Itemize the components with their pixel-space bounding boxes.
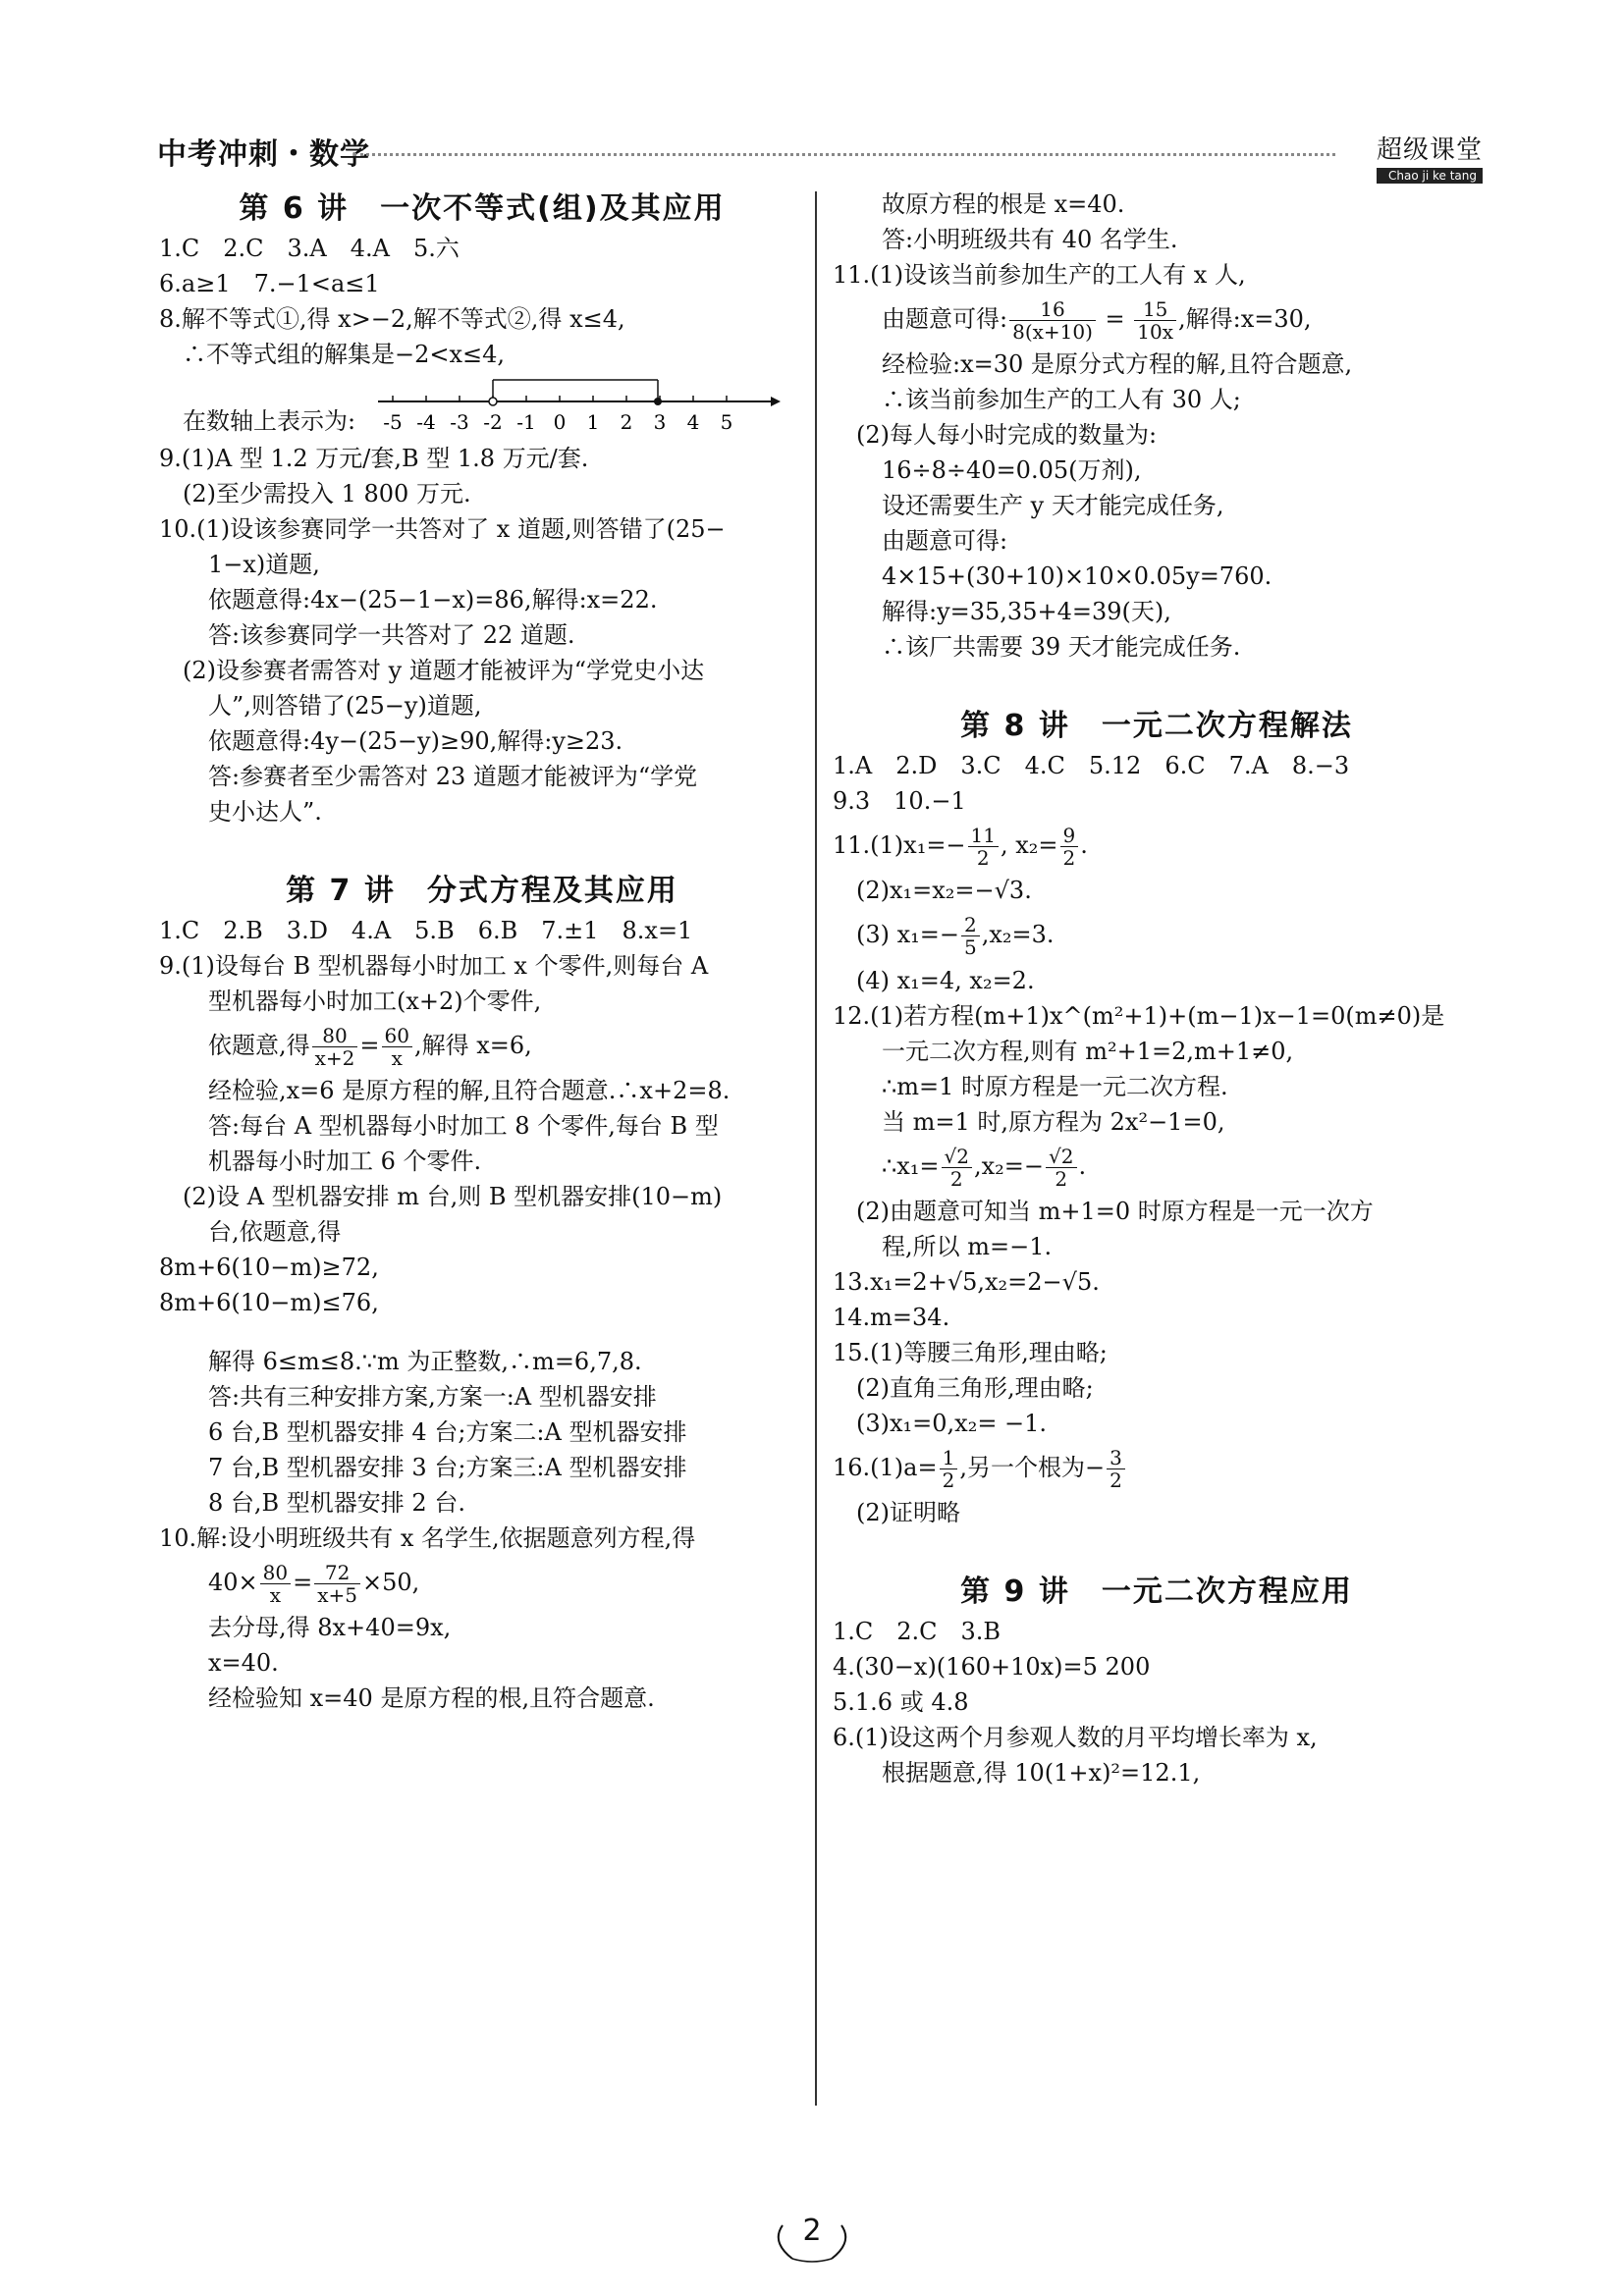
answer-line: 4.(30−x)(160+10x)=5 200	[833, 1652, 1151, 1681]
fraction: $\frac{60}{x}$	[382, 1025, 412, 1069]
answer-line: 设还需要生产 y 天才能完成任务,	[882, 492, 1224, 520]
answer-line: (2)每人每小时完成的数量为:	[856, 421, 1158, 450]
page-header	[157, 130, 1483, 183]
answer-line: 10.解:设小明班级共有 x 名学生,依据题意列方程,得	[159, 1524, 696, 1553]
fraction: $\frac{80}{x+2}$	[312, 1025, 358, 1069]
answer-line: 1.C 2.C 3.A 4.A 5.六	[159, 235, 460, 262]
answer-line: 答:每台 A 型机器每小时加工 8 个零件,每台 B 型	[208, 1112, 719, 1141]
axis-arrow	[771, 397, 781, 406]
answer-line: 机器每小时加工 6 个零件.	[208, 1148, 482, 1176]
answer-line: (2)直角三角形,理由略;	[856, 1373, 1094, 1402]
open-point	[489, 398, 497, 405]
inequality-system-line: 台,依题意,得	[208, 1218, 342, 1247]
answer-line: 答:该参赛同学一共答对了 22 道题.	[208, 621, 575, 649]
answer-line: 5.1.6 或 4.8	[833, 1687, 969, 1716]
answer-line: 4×15+(30+10)×10×0.05y=760.	[882, 562, 1272, 591]
answer-line: 8 台,B 型机器安排 2 台.	[208, 1489, 465, 1518]
answer-line: 11.(1)设该当前参加生产的工人有 x 人,	[833, 261, 1246, 289]
answer-line: 当 m=1 时,原方程为 2x²−1=0,	[882, 1107, 1225, 1136]
answer-line: 史小达人”.	[208, 798, 322, 826]
answer-line: (3)x₁=0,x₂= −1.	[856, 1409, 1048, 1437]
answer-line: 14.m=34.	[833, 1303, 950, 1331]
answer-line: (2)证明略	[856, 1498, 960, 1526]
tick-label: -2	[483, 410, 503, 434]
answer-line: 解得:y=35,35+4=39(天),	[882, 598, 1171, 626]
answer-line: 1.C 2.B 3.D 4.A 5.B 6.B 7.±1 8.x=1	[159, 917, 693, 944]
answer-line: 答:共有三种安排方案,方案一:A 型机器安排	[208, 1383, 657, 1412]
answer-line: 13.x₁=2+√5,x₂=2−√5.	[833, 1267, 1100, 1296]
tick-label: -4	[416, 410, 436, 434]
equation-line: 40× $\frac{80}{x}$ = $\frac{72}{x+5}$ ×50,	[208, 1561, 420, 1608]
answer-line: 根据题意,得 10(1+x)²=12.1,	[882, 1758, 1201, 1787]
answer-line: 答:小明班级共有 40 名学生.	[882, 226, 1178, 253]
answer-line: 答:参赛者至少需答对 23 道题才能被评为“学党	[208, 763, 698, 790]
answer-line: (2)设参赛者需答对 y 道题才能被评为“学党史小达	[183, 657, 705, 684]
equation-line: 由题意可得: $\frac{16}{8(x+10)}$ = $\frac{15}{10x}$ ,解得:x=30,	[882, 297, 1312, 344]
fraction: $\frac{1}{2}$	[940, 1447, 958, 1491]
answer-line: 7 台,B 型机器安排 3 台;方案三:A 型机器安排	[208, 1454, 687, 1482]
answer-line: 经检验,x=6 是原方程的解,且符合题意.∴x+2=8.	[208, 1077, 731, 1105]
fraction: $\frac{15}{10x}$	[1134, 298, 1176, 343]
answer-line: 9.(1)A 型 1.2 万元/套,B 型 1.8 万元/套.	[159, 445, 589, 472]
answer-line: ∴该厂共需要 39 天才能完成任务.	[882, 633, 1241, 662]
answer-line: 6 台,B 型机器安排 4 台;方案二:A 型机器安排	[208, 1418, 687, 1447]
tick-label: 5	[720, 410, 733, 434]
number-line-row	[159, 372, 805, 441]
answer-line: (2)由题意可知当 m+1=0 时原方程是一元一次方	[856, 1197, 1374, 1225]
fraction: $\frac{2}{5}$	[961, 914, 980, 958]
answer-line: 依题意得:4y−(25−y)≥90,解得:y≥23.	[208, 727, 623, 755]
equation-line: (3) x₁=− $\frac{2}{5}$ ,x₂=3.	[856, 913, 1055, 960]
answer-line: 一元二次方程,则有 m²+1=2,m+1≠0,	[882, 1037, 1294, 1065]
tick-label: 0	[553, 410, 567, 434]
tick-label: -5	[383, 410, 403, 434]
answer-line: ∴m=1 时原方程是一元二次方程.	[882, 1072, 1228, 1100]
section-title-7: 第 7 讲 分式方程及其应用	[286, 874, 678, 908]
answer-line: 经检验知 x=40 是原方程的根,且符合题意.	[208, 1684, 655, 1713]
answer-line: 9.(1)设每台 B 型机器每小时加工 x 个零件,则每台 A	[159, 952, 709, 980]
answer-line: 依题意得:4x−(25−1−x)=86,解得:x=22.	[208, 586, 658, 614]
answer-line: (4) x₁=4, x₂=2.	[856, 966, 1035, 994]
answer-line: 人”,则答错了(25−y)道题,	[208, 692, 482, 720]
answer-line: 型机器每小时加工(x+2)个零件,	[208, 988, 542, 1015]
fraction: $\frac{16}{8(x+10)}$	[1009, 298, 1096, 343]
answer-line: 12.(1)若方程(m+1)x^(m²+1)+(m−1)x−1=0(m≠0)是	[833, 1001, 1445, 1030]
answer-line: 经检验:x=30 是原分式方程的解,且符合题意,	[882, 350, 1353, 379]
answer-line: ∴该当前参加生产的工人有 30 人;	[882, 386, 1241, 414]
answer-line: 1.A 2.D 3.C 4.C 5.12 6.C 7.A 8.−3	[833, 752, 1350, 780]
answer-line: 故原方程的根是 x=40.	[882, 190, 1125, 218]
fraction: $\frac{72}{x+5}$	[314, 1562, 360, 1606]
answer-line: 1−x)道题,	[208, 551, 320, 578]
answer-line: 10.(1)设该参赛同学一共答对了 x 道题,则答错了(25−	[159, 515, 726, 543]
fraction: $\frac{11}{2}$	[968, 825, 999, 869]
page-number: 2	[802, 2214, 822, 2248]
equation-line: 依题意,得 $\frac{80}{x+2}$ = $\frac{60}{x}$ ,解得 x=6,	[208, 1024, 532, 1070]
right-column	[833, 187, 1481, 1790]
fraction: $\frac{√2}{2}$	[942, 1146, 972, 1190]
answer-line: (2)至少需投入 1 800 万元.	[183, 480, 471, 507]
answer-line: 程,所以 m=−1.	[882, 1232, 1053, 1260]
fraction: $\frac{3}{2}$	[1107, 1447, 1125, 1491]
brand-subtitle: Chao ji ke tang	[1377, 168, 1483, 184]
brand-name: 超级课堂	[1376, 135, 1483, 165]
answer-line: x=40.	[208, 1649, 279, 1678]
section-title-9: 第 9 讲 一元二次方程应用	[960, 1574, 1353, 1609]
answer-line: 6.(1)设这两个月参观人数的月平均增长率为 x,	[833, 1723, 1318, 1751]
equation-line: ∴x₁= $\frac{√2}{2}$ ,x₂=− $\frac{√2}{2}$ .	[882, 1144, 1087, 1191]
answer-line: 16÷8÷40=0.05(万剂),	[882, 456, 1142, 485]
tick-label: 3	[653, 410, 667, 434]
answer-line: (2)设 A 型机器安排 m 台,则 B 型机器安排(10−m)	[183, 1183, 723, 1211]
section-title-8: 第 8 讲 一元二次方程解法	[960, 709, 1353, 744]
fraction: $\frac{9}{2}$	[1060, 825, 1079, 869]
tick-label: -3	[450, 410, 469, 434]
equation-line: 11.(1)x₁=− $\frac{11}{2}$ , x₂= $\frac{9}{2}$ .	[833, 824, 1088, 871]
answer-line: 8.解不等式①,得 x>−2,解不等式②,得 x≤4,	[159, 305, 625, 333]
fraction: $\frac{√2}{2}$	[1046, 1146, 1076, 1190]
tick-label: 2	[620, 410, 633, 434]
laurel-icon	[763, 2217, 861, 2267]
tick-label: 4	[686, 410, 700, 434]
number-line-label: 在数轴上表示为:	[183, 407, 356, 435]
page-footer	[763, 2214, 861, 2263]
tick-label: 1	[586, 410, 600, 434]
header-title: 中考冲刺・数学	[157, 137, 370, 172]
fraction: $\frac{80}{x}$	[260, 1562, 291, 1606]
answer-line: 6.a≥1 7.−1<a≤1	[159, 270, 380, 297]
tick-label: -1	[516, 410, 536, 434]
answer-line: 9.3 10.−1	[833, 787, 966, 816]
answer-line: 15.(1)等腰三角形,理由略;	[833, 1338, 1108, 1366]
answer-line: 1.C 2.C 3.B	[833, 1617, 1001, 1645]
brand-logo	[1377, 130, 1483, 184]
answer-line: 由题意可得:	[882, 527, 1008, 556]
column-divider	[815, 191, 817, 2106]
equation-line: 16.(1)a= $\frac{1}{2}$ ,另一个根为− $\frac{3}{2}$	[833, 1441, 1481, 1495]
closed-point	[654, 398, 662, 405]
answer-line: ∴不等式组的解集是−2<x≤4,	[183, 341, 506, 368]
answer-line: 解得 6≤m≤8.∵m 为正整数,∴m=6,7,8.	[208, 1348, 642, 1376]
section-title-6: 第 6 讲 一次不等式(组)及其应用	[239, 191, 726, 226]
left-column: 第 6 讲 一次不等式(组)及其应用 1.C 2.C 3.A 4.A 5.六 6.a≥1 7.−1<a≤1 8.解不等式①,得 x>−2,解不等式②,得 x≤4, ∴不等式组的解集是−2<x≤4, 在数轴上表示为: -5 -4 -3 -2 -1 0 1 2 3 4 5 9.(1)A 型 1.2 万元/套,B 型 1.8 万元/套. (2)至少需投入 1 800 万元. 10.(1)设该参赛同学一共答对了 x 道题,则答错了(25− 1−x)道题, 依题意得:4x−(25−1−x)=86,解得:x=22. 答:该参赛同学一共答对了 22 道题. (2)设参赛者需答对 y 道题才能被评为“学党史小达 人”,则答错了(25−y)道题, 依题意得:4y−(25−y)≥90,解得:y≥23. 答:参赛者至少需答对 23 道题才能被评为“学党 史小达人”. 第 7 讲 分式方程及其应用 1.C 2.B 3.D 4.A 5.B 6.B 7.±1 8.x=1 9.(1)设每台 B 型机器每小时加工 x 个零件,则每台 A 型机器每小时加工(x+2)个零件, 依题意,得 $\frac{80}{x+2}$ = $\frac{60}{x}$ ,解得 x=6, 经检验,x=6 是原方程的解,且符合题意.∴x+2=8. 答:每台 A 型机器每小时加工 8 个零件,每台 B 型 机器每小时加工 6 个零件. (2)设 A 型机器安排 m 台,则 B 型机器安排(10−m) 台,依题意,得 8m+6(10−m)≥72, 8m+6(10−m)≤76, 解得 6≤m≤8.∵m 为正整数,∴m=6,7,8. 答:共有三种安排方案,方案一:A 型机器安排 6 台,B 型机器安排 4 台;方案二:A 型机器安排 7 台,B 型机器安排 3 台;方案三:A 型机器安排 8 台,B 型机器安排 2 台. 10.解:设小明班级共有 x 名学生,依据题意列方程,得 40× $\frac{80}{x}$ = $\frac{72}{x+5}$ ×50, 去分母,得 8x+40=9x, x=40. 经检验知 x=40 是原方程的根,且符合题意.	[159, 187, 805, 1716]
answer-line: 去分母,得 8x+40=9x,	[208, 1614, 452, 1642]
header-divider	[353, 153, 1335, 156]
number-line-diagram	[373, 372, 785, 441]
answer-line: (2)x₁=x₂=−√3.	[856, 877, 1032, 905]
